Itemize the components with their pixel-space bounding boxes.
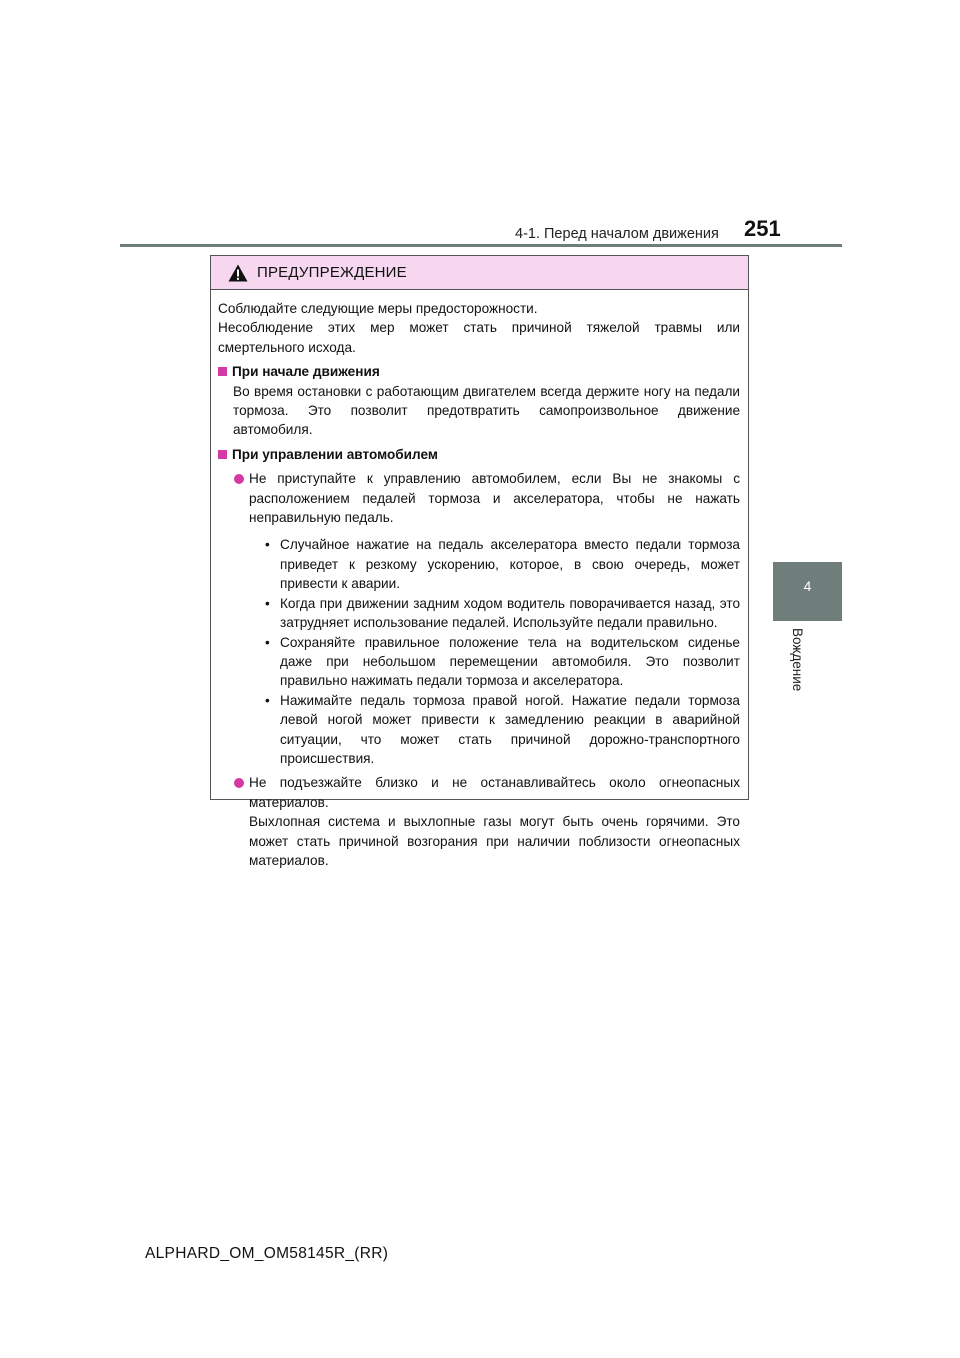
bullet-item: [218, 773, 740, 870]
section-title: 4-1. Перед началом движения: [515, 226, 719, 242]
bullet-extra-text: Выхлопная система и выхлопные газы могут быть очень горячими. Это может стать причиной возгорания при наличии поблизости огнеопасных материалов.: [249, 814, 740, 868]
warning-header: [211, 256, 748, 290]
square-bullet-icon: [218, 367, 227, 376]
sub-item: [265, 633, 740, 691]
bullet-text: Не приступайте к управлению автомобилем, если Вы не знакомы с расположением педалей тормоза и акселератора, чтобы не нажать неправильную педаль.: [249, 471, 740, 526]
small-dot-icon: •: [265, 634, 270, 650]
sub-item-text: Когда при движении задним ходом водитель поворачивается назад, это затрудняет использование педалей. Используйте педали правильно.: [280, 595, 740, 631]
document-code: ALPHARD_OM_OM58145R_(RR): [145, 1245, 389, 1262]
section-heading: [218, 445, 740, 464]
warning-body: [211, 290, 748, 870]
section-heading-text: При начале движения: [232, 364, 380, 380]
small-dot-icon: •: [265, 595, 270, 611]
sub-item-text: Нажимайте педаль тормоза правой ногой. Нажатие педали тормоза левой ногой может привести к замедлению реакции в аварийной ситуации, что может стать причиной дорожно-транспортного происшествия.: [280, 692, 740, 766]
chapter-number: 4: [803, 578, 812, 594]
bullet-item: [218, 469, 740, 768]
small-dot-icon: •: [265, 537, 270, 553]
section-heading: [218, 362, 740, 381]
chapter-tab[interactable]: [773, 562, 842, 621]
warning-box: [210, 255, 749, 868]
header-divider: [120, 244, 842, 247]
bullet-text: Не подъезжайте близко и не останавливайтесь около огнеопасных материалов.: [249, 775, 740, 810]
square-bullet-icon: [218, 450, 227, 459]
sub-list: [233, 535, 740, 768]
circle-bullet-icon: [234, 778, 244, 788]
small-dot-icon: •: [265, 692, 270, 708]
sub-item: [265, 535, 740, 593]
intro-text: Соблюдайте следующие меры предосторожности.: [218, 301, 538, 316]
sub-item-text: Случайное нажатие на педаль акселератора вместо педали тормоза приведет к резкому ускорению, которое, в свою очередь, может привести к аварии.: [280, 537, 740, 592]
intro-text: Несоблюдение этих мер может стать причиной тяжелой травмы или смертельного исхода.: [218, 320, 740, 355]
section-text: Во время остановки с работающим двигателем всегда держите ногу на педали тормоза. Это позволит предотвратить самопроизвольное движение автомобиля.: [233, 383, 740, 438]
sub-item: [265, 594, 740, 633]
chapter-label: Вождение: [790, 628, 805, 692]
warning-title: ПРЕДУПРЕЖДЕНИЕ: [257, 264, 407, 281]
warning-triangle-icon: [228, 264, 248, 282]
section-heading-text: При управлении автомобилем: [232, 446, 438, 462]
circle-bullet-icon: [234, 474, 244, 484]
sub-item: [265, 691, 740, 769]
sub-item-text: Сохраняйте правильное положение тела на водительском сиденье даже при небольшом перемещении автомобиля. Это позволит правильно нажимать педали тормоза и акселератора.: [280, 634, 740, 689]
page-number: 251: [744, 216, 781, 241]
